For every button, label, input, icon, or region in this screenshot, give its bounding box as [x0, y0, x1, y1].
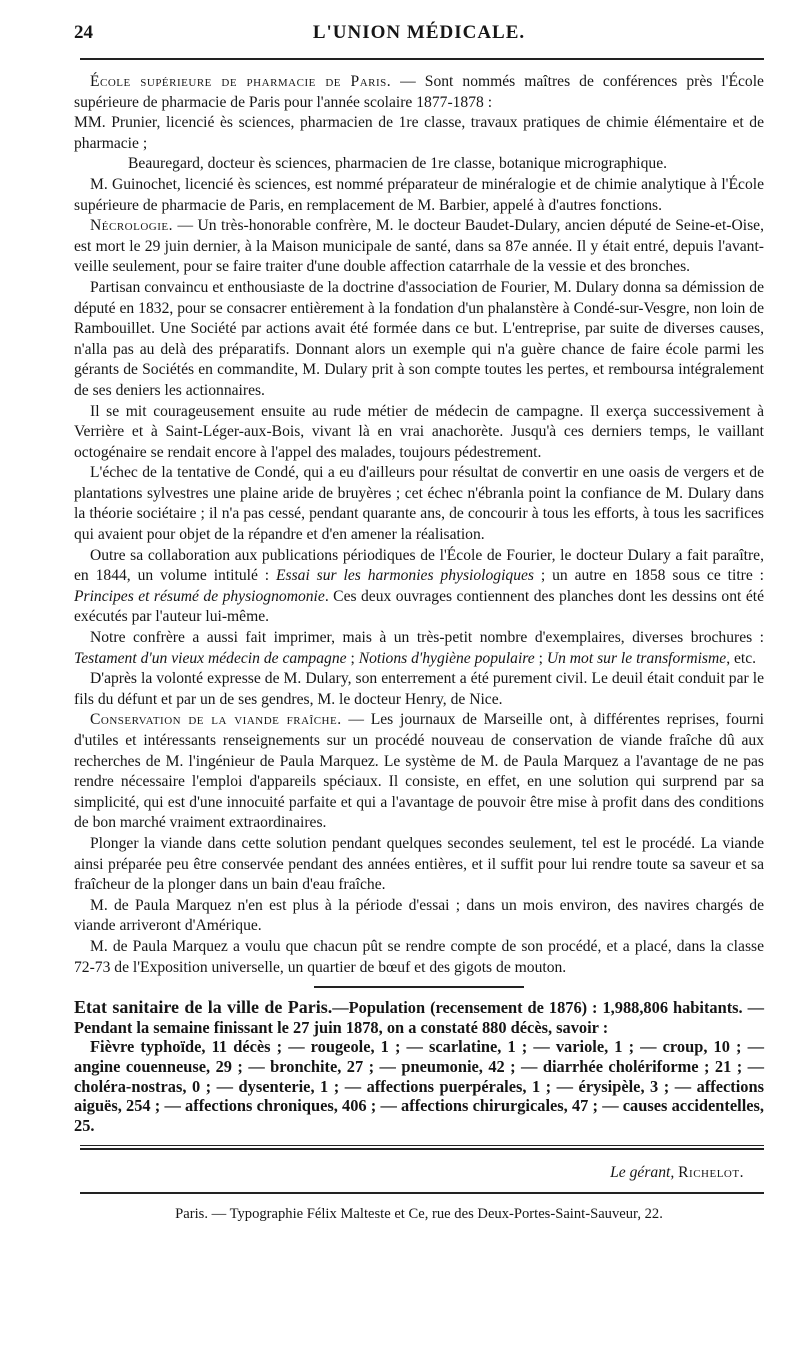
header-rule	[80, 58, 764, 60]
sanitaire-intro	[74, 998, 764, 1037]
gerant-signature	[74, 1164, 744, 1182]
ecole-item-2: Beauregard, docteur ès sciences, pharmacien de 1re classe, botanique micrographique.	[128, 155, 668, 173]
text-run: . Ces deux ouvrages contiennent des planches dont les dessins ont été exécutés par l'auteur lui-même.	[74, 587, 764, 626]
necrologie-paragraph-1	[74, 216, 764, 278]
conservation-heading: Conservation de la viande fraîche.	[90, 711, 342, 729]
text-run: ; un autre en 1858 sous ce titre :	[534, 567, 764, 585]
gerant-name: Richelot.	[678, 1164, 744, 1182]
book-title-essai: Essai sur les harmonies physiologiques	[276, 567, 534, 585]
article-body	[74, 72, 764, 978]
running-title: L'UNION MÉDICALE.	[312, 22, 526, 43]
book-title-principes: Principes et résumé de physiognomonie	[74, 587, 325, 605]
text-run: ;	[534, 649, 547, 667]
ecole-item-1: MM. Prunier, licencié ès sciences, pharmacien de 1re classe, travaux pratiques de chimie élémentaire et de pharmacie ;	[74, 114, 764, 152]
necrologie-paragraph-3: Il se mit courageusement ensuite au rude métier de médecin de campagne. Il exerça successivement à Verrière et à Saint-Léger-aux-Bois, vivant là en vrai anachorète. Jusqu'à ces derniers temps, le vaillant octogénaire se rendait encore à l'appel des malades, toujours pédestrement.	[74, 402, 764, 461]
printer-imprint: Paris. — Typographie Félix Malteste et Ce, rue des Deux-Portes-Saint-Sauveur, 22.	[175, 1206, 663, 1223]
text-run: Notre confrère a aussi fait imprimer, mais à un très-petit nombre d'exemplaires, diverses brochures :	[90, 629, 764, 647]
section-separator	[314, 986, 524, 988]
brochure-notions: Notions d'hygiène populaire	[358, 649, 535, 667]
ecole-heading: École supérieure de pharmacie de Paris.	[90, 73, 392, 90]
footer-rule	[80, 1192, 764, 1194]
text-run: ;	[346, 649, 359, 667]
conservation-paragraph-3: M. de Paula Marquez n'en est plus à la période d'essai ; dans un mois environ, des navires chargés de viande arriveront d'Amérique.	[74, 896, 764, 935]
sanitaire-causes: Fièvre typhoïde, 11 décès ; — rougeole, 1 ; — scarlatine, 1 ; — variole, 1 ; — croup, 10 ; — angine couenneuse, 29 ; — bronchite, 27 ; — pneumonie, 42 ; — diarrhée cholériforme ; 21 ; — choléra-nostras, 0 ; — dysenterie, 1 ; — affections puerpérales, 1 ; — érysipèle, 3 ; — affections aiguës, 254 ; — affections chroniques, 406 ; — affections chirurgicales, 47 ; — causes accidentelles, 25.	[74, 1037, 764, 1135]
gerant-label: Le gérant,	[610, 1164, 675, 1182]
text-run: Outre sa collaboration aux publications périodiques de l'École de Fourier, le docteur Dulary a fait paraître, en 1844, un volume intitulé :	[74, 546, 764, 585]
ecole-paragraph	[74, 72, 764, 113]
bottom-rule-thin	[80, 1145, 764, 1146]
conservation-paragraph-2: Plonger la viande dans cette solution pendant quelques secondes seulement, tel est le procédé. La viande ainsi préparée peu être conservée pendant des années entières, et il suffit pour lui rendre toute sa saveur et sa fraîcheur de la plonger dans un bain d'eau fraîche.	[74, 834, 764, 894]
necrologie-paragraph-2: Partisan convaincu et enthousiaste de la doctrine d'association de Fourier, M. Dulary donna sa démission de député en 1832, pour se consacrer entièrement à la fondation d'un phalanstère à Condé-sur-Vesgre, non loin de Rambouillet. Une Société par actions avait été formée dans ce but. L'entreprise, par suite de diverses causes, n'alla pas au delà des préparatifs. Donnant alors un exemple qui n'a guère chance de faire école parmi les gérants de Sociétés en commandite, M. Dulary prit à son compte toutes les pertes, et remboursa intégralement de ses deniers les actionnaires.	[74, 278, 764, 399]
ecole-guinochet: M. Guinochet, licencié ès sciences, est nommé préparateur de minéralogie et de chimie analytique à l'École supérieure de pharmacie de Paris, en remplacement de M. Barbier, appelé à d'autres fonctions.	[74, 175, 764, 214]
conservation-paragraph-4: M. de Paula Marquez a voulu que chacun pût se rendre compte de son procédé, et a placé, dans la classe 72-73 de l'Exposition universelle, un quartier de bœuf et des gigots de mouton.	[74, 937, 764, 976]
etat-sanitaire	[74, 998, 764, 1135]
brochure-transformisme: Un mot sur le transformisme	[546, 649, 727, 667]
necrologie-paragraph-6	[74, 628, 764, 669]
text-run: , etc.	[726, 649, 757, 667]
necrologie-heading: Nécrologie.	[90, 217, 173, 235]
sanitaire-intro-text: —Population (recensement de 1876) : 1,988,806 habitants. — Pendant la semaine finissant le 27 juin 1878, on a constaté 880 décès, savoir :	[74, 998, 764, 1037]
conservation-text-1: — Les journaux de Marseille ont, à différentes reprises, fourni d'utiles et intéressants renseignements sur un procédé nouveau de conservation de viande fraîche dû aux recherches de M. l'ingénieur de Paula Marquez. Le système de M. de Paula Marquez a l'avantage de ne pas rendre nécessaire l'emploi d'appareils spéciaux. Il consiste, en effet, en une solution qui surprend par sa simplicité, qui est d'une innocuité parfaite et qui a l'avantage de pouvoir être mise à profit dans des conditions de bon marché vraiment extraordinaires.	[74, 711, 765, 832]
necrologie-paragraph-5	[74, 546, 764, 628]
page-header	[74, 22, 764, 52]
necrologie-paragraph-7: D'après la volonté expresse de M. Dulary, son enterrement a été purement civil. Le deuil était conduit par le fils du défunt et par un de ses gendres, M. le docteur Henry, de Nice.	[74, 670, 764, 708]
necrologie-paragraph-4: L'échec de la tentative de Condé, qui a eu d'ailleurs pour résultat de convertir en une oasis de vergers et de plantations sylvestres une plaine aride de bruyères ; cet échec n'ébranla point la confiance de M. Dulary dans la théorie sociétaire ; il n'a pas cessé, pendant quarante ans, de concourir à tous les efforts, à tous les sacrifices qui avaient pour objet de la répandre et d'en amener la réalisation.	[74, 464, 764, 544]
page-number: 24	[74, 22, 93, 43]
sanitaire-title: Etat sanitaire de la ville de Paris.	[74, 997, 333, 1018]
brochure-testament: Testament d'un vieux médecin de campagne	[74, 649, 347, 667]
necrologie-text-1: — Un très-honorable confrère, M. le docteur Baudet-Dulary, ancien député de Seine-et-Oise, est mort le 29 juin dernier, à la Maison municipale de santé, dans sa 87e année. Il y était entré, depuis l'avant-veille seulement, pour se faire traiter d'une double affection catarrhale de la vessie et des bronches.	[74, 217, 764, 276]
bottom-rule-thick	[80, 1148, 764, 1150]
conservation-paragraph-1	[74, 710, 764, 834]
ecole-intro: — Sont nommés maîtres de conférences près l'École supérieure de pharmacie de Paris pour l'année scolaire 1877-1878 :	[74, 73, 764, 111]
